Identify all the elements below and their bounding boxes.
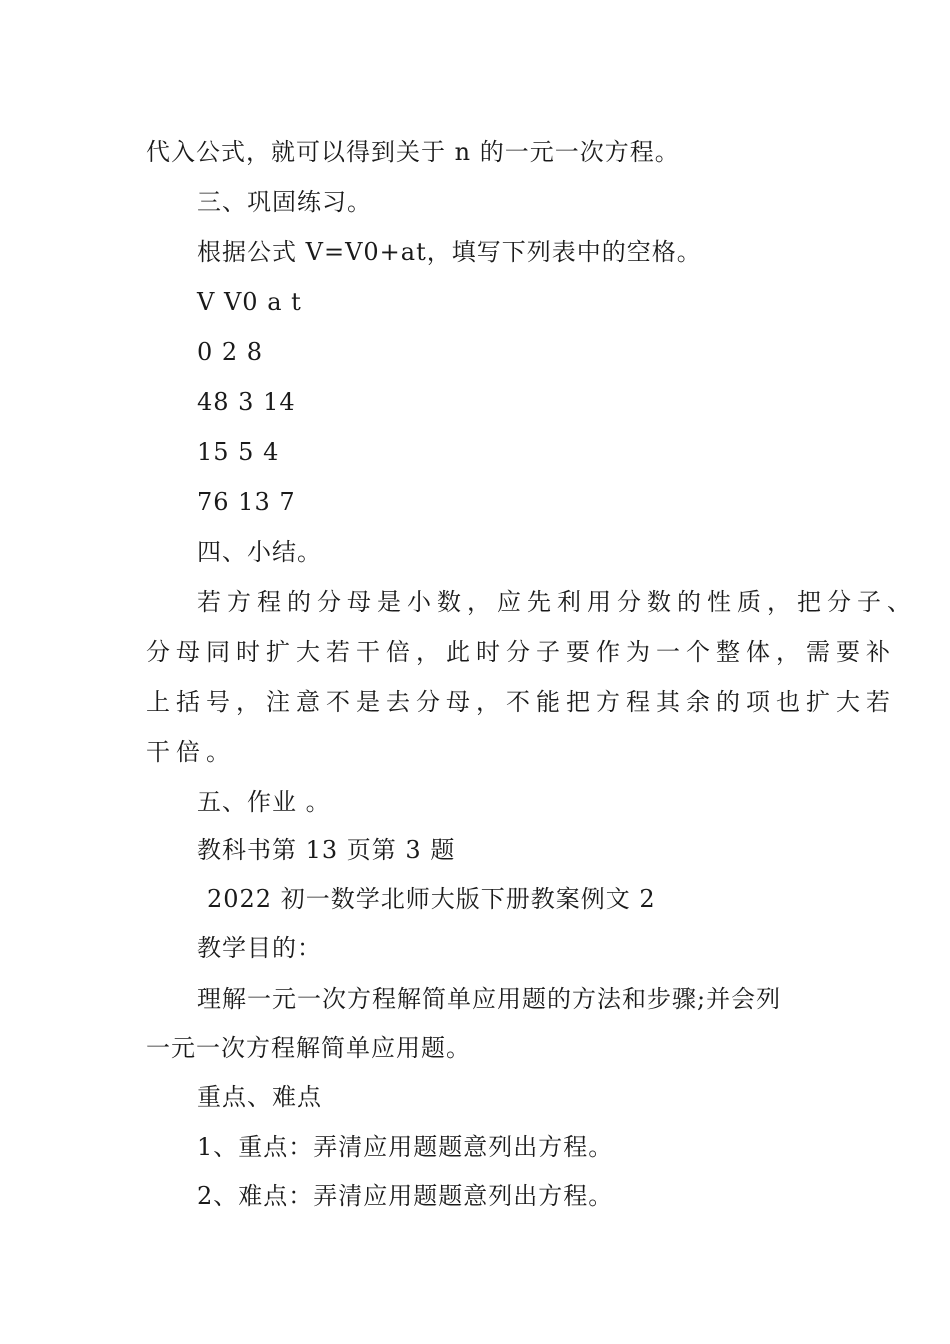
table-row: 15 5 4 [197, 438, 280, 466]
paragraph-line: 教科书第 13 页第 3 题 [197, 836, 456, 864]
section-heading: 教学目的： [197, 934, 322, 962]
list-item: 1、重点：弄清应用题题意列出方程。 [197, 1133, 614, 1161]
section-heading: 五、作业 。 [197, 788, 331, 816]
section-heading: 重点、难点 [197, 1083, 322, 1111]
table-header-row: V V0 a t [197, 288, 302, 316]
paragraph-line: 若方程的分母是小数，应先利用分数的性质，把分子、 [197, 588, 917, 616]
table-row: 76 13 7 [197, 488, 296, 516]
paragraph-line: 分母同时扩大若干倍，此时分子要作为一个整体，需要补 [146, 638, 896, 666]
paragraph-line: 一元一次方程解简单应用题。 [146, 1034, 471, 1062]
paragraph-line: 上括号，注意不是去分母，不能把方程其余的项也扩大若 [146, 688, 896, 716]
document-title: 2022 初一数学北师大版下册教案例文 2 [207, 885, 656, 913]
list-item: 2、难点：弄清应用题题意列出方程。 [197, 1182, 614, 1210]
table-row: 0 2 8 [197, 338, 264, 366]
table-row: 48 3 14 [197, 388, 296, 416]
paragraph-line: 根据公式 V=V0+at，填写下列表中的空格。 [197, 238, 702, 266]
section-heading: 四、小结。 [197, 538, 322, 566]
paragraph-line: 理解一元一次方程解简单应用题的方法和步骤;并会列 [197, 985, 782, 1013]
section-heading: 三、巩固练习。 [197, 188, 372, 216]
paragraph-line: 代入公式，就可以得到关于 n 的一元一次方程。 [146, 138, 680, 166]
paragraph-line: 干倍。 [146, 738, 236, 766]
